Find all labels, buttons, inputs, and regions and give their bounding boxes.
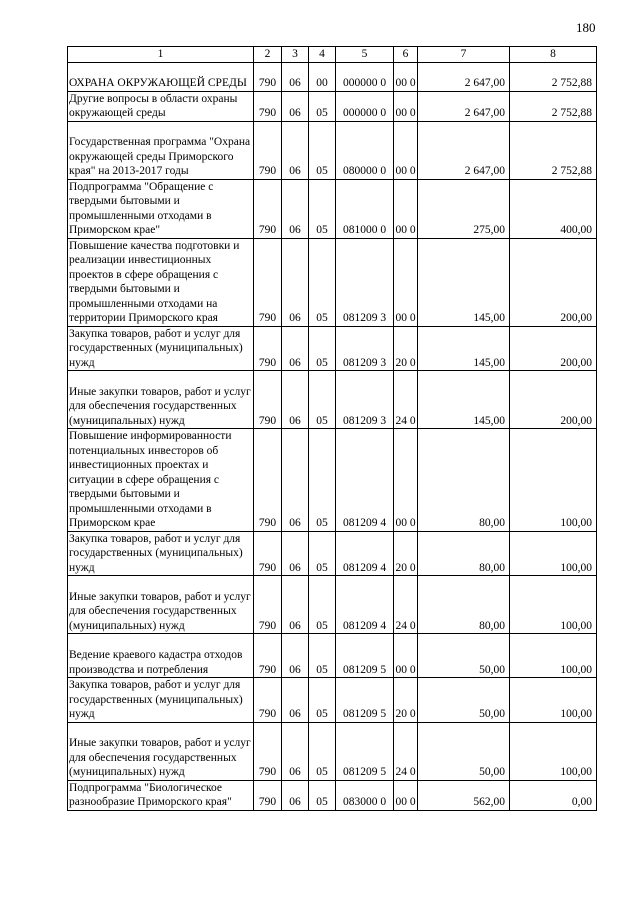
table-row: [68, 62, 597, 91]
row-subsection-cell: 05: [309, 429, 336, 532]
row-amount-2015-cell: 200,00: [510, 371, 597, 429]
row-name-cell: Государственная программа "Охрана окружающей среды Приморского края" на 2013-2017 годы: [68, 121, 254, 179]
table-row: [68, 238, 597, 326]
page-number: 180: [576, 20, 596, 35]
row-amount-2014-cell: 2 647,00: [418, 62, 510, 91]
row-amount-2015-cell: 100,00: [510, 722, 597, 780]
row-expense-type-cell: 24 0: [394, 371, 418, 429]
row-target-code-cell: 081209 3: [336, 238, 394, 326]
row-subsection-cell: 05: [309, 326, 336, 371]
row-code-cell: 790: [254, 678, 282, 723]
row-amount-2014-cell: 50,00: [418, 722, 510, 780]
row-target-code-cell: 081209 3: [336, 371, 394, 429]
row-name-cell: Иные закупки товаров, работ и услуг для обеспечения государственных (муниципальных) нужд: [68, 576, 254, 634]
row-code-cell: 790: [254, 371, 282, 429]
table-row: [68, 371, 597, 429]
row-target-code-cell: 081209 4: [336, 576, 394, 634]
row-subsection-cell: 05: [309, 121, 336, 179]
row-expense-type-cell: 00 0: [394, 238, 418, 326]
row-section-cell: 06: [282, 576, 309, 634]
row-amount-2015-cell: 400,00: [510, 179, 597, 238]
row-name-cell: Ведение краевого кадастра отходов производства и потребления: [68, 634, 254, 678]
table-row: [68, 678, 597, 723]
row-section-cell: 06: [282, 62, 309, 91]
row-target-code-cell: 081000 0: [336, 179, 394, 238]
row-amount-2014-cell: 275,00: [418, 179, 510, 238]
table-row: [68, 634, 597, 678]
table-row: [68, 179, 597, 238]
row-target-code-cell: 000000 0: [336, 91, 394, 121]
table-row: [68, 121, 597, 179]
row-subsection-cell: 05: [309, 722, 336, 780]
row-amount-2015-cell: 2 752,88: [510, 62, 597, 91]
row-name-cell: Иные закупки товаров, работ и услуг для обеспечения государственных (муниципальных) нужд: [68, 722, 254, 780]
row-target-code-cell: 081209 5: [336, 722, 394, 780]
row-subsection-cell: 05: [309, 531, 336, 576]
row-expense-type-cell: 24 0: [394, 576, 418, 634]
row-amount-2014-cell: 562,00: [418, 780, 510, 810]
row-amount-2014-cell: 145,00: [418, 238, 510, 326]
row-target-code-cell: 081209 3: [336, 326, 394, 371]
row-section-cell: 06: [282, 780, 309, 810]
row-target-code-cell: 080000 0: [336, 121, 394, 179]
row-amount-2014-cell: 50,00: [418, 678, 510, 723]
row-subsection-cell: 05: [309, 634, 336, 678]
row-subsection-cell: 05: [309, 179, 336, 238]
row-section-cell: 06: [282, 722, 309, 780]
row-amount-2014-cell: 80,00: [418, 531, 510, 576]
row-amount-2014-cell: 2 647,00: [418, 91, 510, 121]
row-section-cell: 06: [282, 371, 309, 429]
row-name-cell: Повышение качества подготовки и реализации инвестиционных проектов в сфере обращения с твердыми бытовыми и промышленными отходами на территории Приморского края: [68, 238, 254, 326]
row-section-cell: 06: [282, 238, 309, 326]
row-amount-2015-cell: 200,00: [510, 326, 597, 371]
table-row: [68, 780, 597, 810]
row-name-cell: Повышение информированности потенциальных инвесторов об инвестиционных проектах и ситуации в сфере обращения с твердыми бытовыми и промышленными отходами в Приморском крае: [68, 429, 254, 532]
row-amount-2015-cell: 200,00: [510, 238, 597, 326]
table-header-row: [68, 47, 597, 63]
row-target-code-cell: 081209 5: [336, 634, 394, 678]
row-name-cell: Подпрограмма "Обращение с твердыми бытовыми и промышленными отходами в Приморском крае": [68, 179, 254, 238]
row-target-code-cell: 000000 0: [336, 62, 394, 91]
header-cell: 7: [418, 47, 510, 63]
row-expense-type-cell: 00 0: [394, 121, 418, 179]
row-subsection-cell: 05: [309, 238, 336, 326]
row-expense-type-cell: 20 0: [394, 678, 418, 723]
row-name-cell: Иные закупки товаров, работ и услуг для обеспечения государственных (муниципальных) нужд: [68, 371, 254, 429]
table-row: [68, 429, 597, 532]
row-amount-2014-cell: 80,00: [418, 576, 510, 634]
row-code-cell: 790: [254, 780, 282, 810]
header-cell: 6: [394, 47, 418, 63]
budget-table: [67, 46, 597, 811]
row-name-cell: Закупка товаров, работ и услуг для государственных (муниципальных) нужд: [68, 678, 254, 723]
row-subsection-cell: 05: [309, 91, 336, 121]
row-section-cell: 06: [282, 634, 309, 678]
row-code-cell: 790: [254, 576, 282, 634]
row-expense-type-cell: 20 0: [394, 326, 418, 371]
row-code-cell: 790: [254, 179, 282, 238]
table-row: [68, 722, 597, 780]
table-row: [68, 576, 597, 634]
row-target-code-cell: 081209 5: [336, 678, 394, 723]
row-section-cell: 06: [282, 326, 309, 371]
table-row: [68, 531, 597, 576]
header-cell: 5: [336, 47, 394, 63]
row-code-cell: 790: [254, 238, 282, 326]
row-section-cell: 06: [282, 429, 309, 532]
row-subsection-cell: 05: [309, 371, 336, 429]
row-amount-2015-cell: 100,00: [510, 429, 597, 532]
row-target-code-cell: 081209 4: [336, 429, 394, 532]
row-target-code-cell: 083000 0: [336, 780, 394, 810]
table-row: [68, 326, 597, 371]
row-amount-2014-cell: 145,00: [418, 371, 510, 429]
row-code-cell: 790: [254, 91, 282, 121]
row-subsection-cell: 05: [309, 678, 336, 723]
row-subsection-cell: 00: [309, 62, 336, 91]
row-code-cell: 790: [254, 121, 282, 179]
row-amount-2015-cell: 0,00: [510, 780, 597, 810]
row-amount-2014-cell: 80,00: [418, 429, 510, 532]
row-code-cell: 790: [254, 531, 282, 576]
row-section-cell: 06: [282, 121, 309, 179]
row-amount-2015-cell: 100,00: [510, 634, 597, 678]
row-code-cell: 790: [254, 722, 282, 780]
row-amount-2015-cell: 100,00: [510, 678, 597, 723]
row-expense-type-cell: 00 0: [394, 91, 418, 121]
row-expense-type-cell: 00 0: [394, 62, 418, 91]
row-amount-2014-cell: 145,00: [418, 326, 510, 371]
row-expense-type-cell: 20 0: [394, 531, 418, 576]
header-cell: 3: [282, 47, 309, 63]
row-name-cell: Закупка товаров, работ и услуг для государственных (муниципальных) нужд: [68, 531, 254, 576]
row-name-cell: Другие вопросы в области охраны окружающей среды: [68, 91, 254, 121]
row-section-cell: 06: [282, 179, 309, 238]
row-code-cell: 790: [254, 326, 282, 371]
row-name-cell: Подпрограмма "Биологическое разнообразие Приморского края": [68, 780, 254, 810]
row-target-code-cell: 081209 4: [336, 531, 394, 576]
header-cell: 1: [68, 47, 254, 63]
row-code-cell: 790: [254, 62, 282, 91]
row-amount-2014-cell: 50,00: [418, 634, 510, 678]
row-expense-type-cell: 00 0: [394, 429, 418, 532]
table-row: [68, 91, 597, 121]
row-code-cell: 790: [254, 429, 282, 532]
row-name-cell: ОХРАНА ОКРУЖАЮЩЕЙ СРЕДЫ: [68, 62, 254, 91]
row-code-cell: 790: [254, 634, 282, 678]
row-section-cell: 06: [282, 531, 309, 576]
row-amount-2014-cell: 2 647,00: [418, 121, 510, 179]
row-subsection-cell: 05: [309, 780, 336, 810]
header-cell: 4: [309, 47, 336, 63]
row-name-cell: Закупка товаров, работ и услуг для государственных (муниципальных) нужд: [68, 326, 254, 371]
row-section-cell: 06: [282, 678, 309, 723]
row-amount-2015-cell: 100,00: [510, 576, 597, 634]
row-expense-type-cell: 00 0: [394, 780, 418, 810]
row-amount-2015-cell: 2 752,88: [510, 121, 597, 179]
row-expense-type-cell: 00 0: [394, 634, 418, 678]
header-cell: 8: [510, 47, 597, 63]
row-expense-type-cell: 24 0: [394, 722, 418, 780]
row-amount-2015-cell: 100,00: [510, 531, 597, 576]
header-cell: 2: [254, 47, 282, 63]
row-expense-type-cell: 00 0: [394, 179, 418, 238]
row-amount-2015-cell: 2 752,88: [510, 91, 597, 121]
row-subsection-cell: 05: [309, 576, 336, 634]
row-section-cell: 06: [282, 91, 309, 121]
